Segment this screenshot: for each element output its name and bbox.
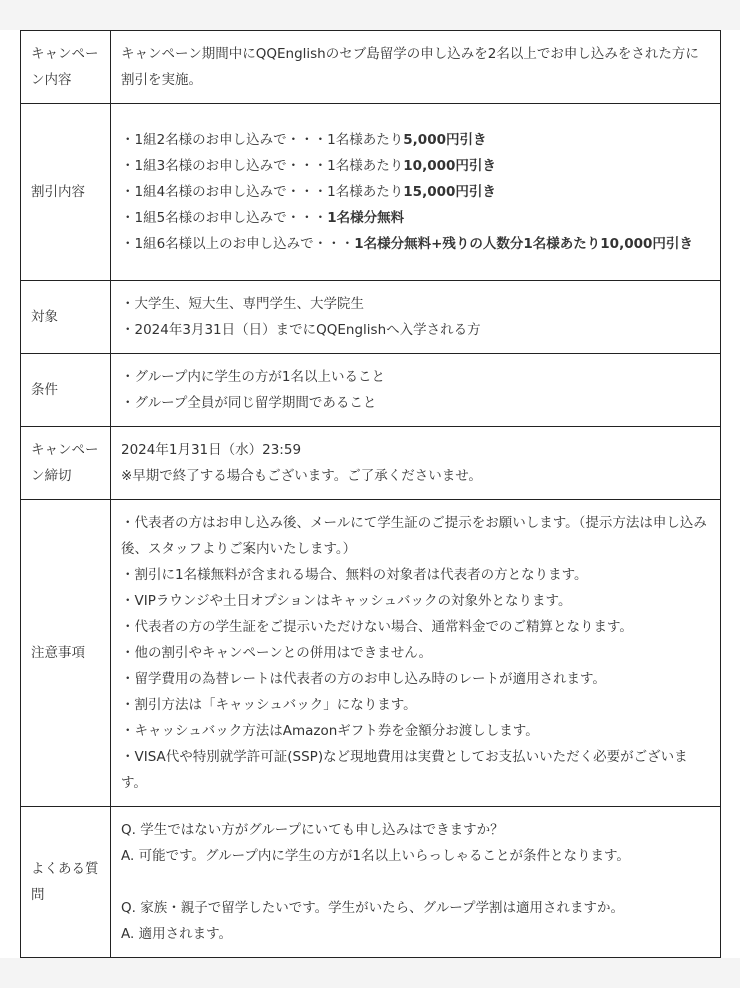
note-item: ・代表者の方はお申し込み後、メールにて学生証のご提示をお願いします。（提示方法は申し込み後、スタッフよりご案内いたします。）: [121, 515, 707, 557]
faq-answer: A. 適用されます。: [121, 926, 233, 942]
row-target: [21, 281, 721, 354]
row-label: 対象: [21, 281, 111, 354]
target-item: ・2024年3月31日（日）までにQQEnglishへ入学される方: [121, 322, 481, 338]
deadline-note: ※早期で終了する場合もございます。ご了承くださいませ。: [121, 468, 482, 484]
row-content: [111, 427, 721, 500]
row-discount-content: [21, 104, 721, 281]
row-label: 条件: [21, 354, 111, 427]
campaign-details-table: [20, 30, 721, 958]
discount-amount: 10,000円引き: [403, 158, 496, 174]
row-faq: [21, 807, 721, 958]
bottom-spacer: [0, 958, 740, 988]
row-deadline: [21, 427, 721, 500]
discount-item: ・1組4名様のお申し込みで・・・1名様あたり15,000円引き: [121, 184, 496, 200]
row-label: キャンペーン締切: [21, 427, 111, 500]
note-item: ・VISA代や特別就学許可証(SSP)など現地費用は実費としてお支払いいただく必要がございます。: [121, 749, 688, 791]
discount-amount: 5,000円引き: [403, 132, 487, 148]
row-label: 注意事項: [21, 500, 111, 807]
campaign-sheet: [0, 30, 740, 958]
faq-answer: A. 可能です。グループ内に学生の方が1名以上いらっしゃることが条件となります。: [121, 848, 630, 864]
row-condition: [21, 354, 721, 427]
top-spacer: [0, 0, 740, 30]
note-item: ・他の割引やキャンペーンとの併用はできません。: [121, 645, 433, 661]
deadline-date: 2024年1月31日（水）23:59: [121, 442, 302, 458]
row-content: [111, 500, 721, 807]
row-content: [111, 31, 721, 104]
row-label: 割引内容: [21, 104, 111, 281]
note-item: ・キャッシュバック方法はAmazonギフト券を金額分お渡しします。: [121, 723, 539, 739]
note-item: ・割引方法は「キャッシュバック」になります。: [121, 697, 417, 713]
row-notes: [21, 500, 721, 807]
discount-item: ・1組3名様のお申し込みで・・・1名様あたり10,000円引き: [121, 158, 496, 174]
faq-question: Q. 家族・親子で留学したいです。学生がいたら、グループ学割は適用されますか。: [121, 900, 625, 916]
discount-amount: 15,000円引き: [403, 184, 496, 200]
condition-item: ・グループ全員が同じ留学期間であること: [121, 395, 377, 411]
row-content: [111, 807, 721, 958]
condition-item: ・グループ内に学生の方が1名以上いること: [121, 369, 386, 385]
target-item: ・大学生、短大生、専門学生、大学院生: [121, 296, 364, 312]
campaign-description: キャンペーン期間中にQQEnglishのセブ島留学の申し込みを2名以上でお申し込みをされた方に割引を実施。: [121, 46, 699, 88]
row-label: よくある質問: [21, 807, 111, 958]
note-item: ・代表者の方の学生証をご提示いただけない場合、通常料金でのご精算となります。: [121, 619, 633, 635]
faq-spacer: [121, 869, 710, 895]
row-content: [111, 104, 721, 281]
discount-amount: 1名様分無料+残りの人数分1名様あたり10,000円引き: [354, 236, 693, 252]
note-item: ・VIPラウンジや土日オプションはキャッシュバックの対象外となります。: [121, 593, 572, 609]
faq-question: Q. 学生ではない方がグループにいても申し込みはできますか？: [121, 822, 504, 838]
note-item: ・留学費用の為替レートは代表者の方のお申し込み時のレートが適用されます。: [121, 671, 606, 687]
discount-item: ・1組5名様のお申し込みで・・・1名様分無料: [121, 210, 405, 226]
row-content: [111, 281, 721, 354]
discount-item: ・1組6名様以上のお申し込みで・・・1名様分無料+残りの人数分1名様あたり10,000円引き: [121, 236, 693, 252]
row-campaign-content: [21, 31, 721, 104]
note-item: ・割引に1名様無料が含まれる場合、無料の対象者は代表者の方となります。: [121, 567, 588, 583]
row-label: キャンペーン内容: [21, 31, 111, 104]
row-content: [111, 354, 721, 427]
discount-item: ・1組2名様のお申し込みで・・・1名様あたり5,000円引き: [121, 132, 487, 148]
discount-amount: 1名様分無料: [327, 210, 405, 226]
